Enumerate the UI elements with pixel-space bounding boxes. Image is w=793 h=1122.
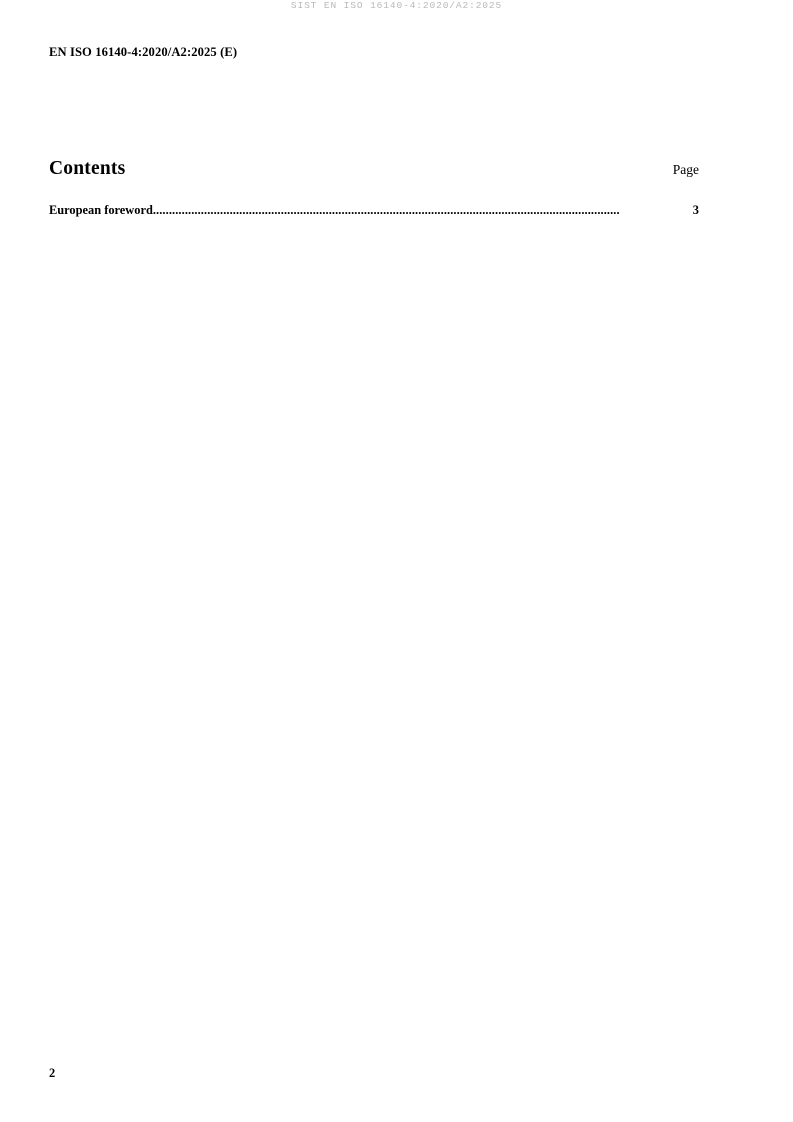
toc-entry-page-number: 3 xyxy=(692,203,699,217)
contents-page-column-label: Page xyxy=(672,162,699,177)
page-number-footer: 2 xyxy=(49,1066,56,1080)
toc-entry[interactable] xyxy=(49,201,699,219)
toc-entry-label: European foreword xyxy=(49,203,153,217)
contents-title: Contents xyxy=(49,158,126,179)
contents-heading-row xyxy=(49,158,699,180)
watermark-text: SIST EN ISO 16140-4:2020/A2:2025 xyxy=(290,0,503,11)
document-standard-reference: EN ISO 16140-4:2020/A2:2025 (E) xyxy=(49,45,238,59)
table-of-contents xyxy=(49,201,699,219)
toc-entry-leader: .................................................................................................................................................. xyxy=(152,203,620,217)
